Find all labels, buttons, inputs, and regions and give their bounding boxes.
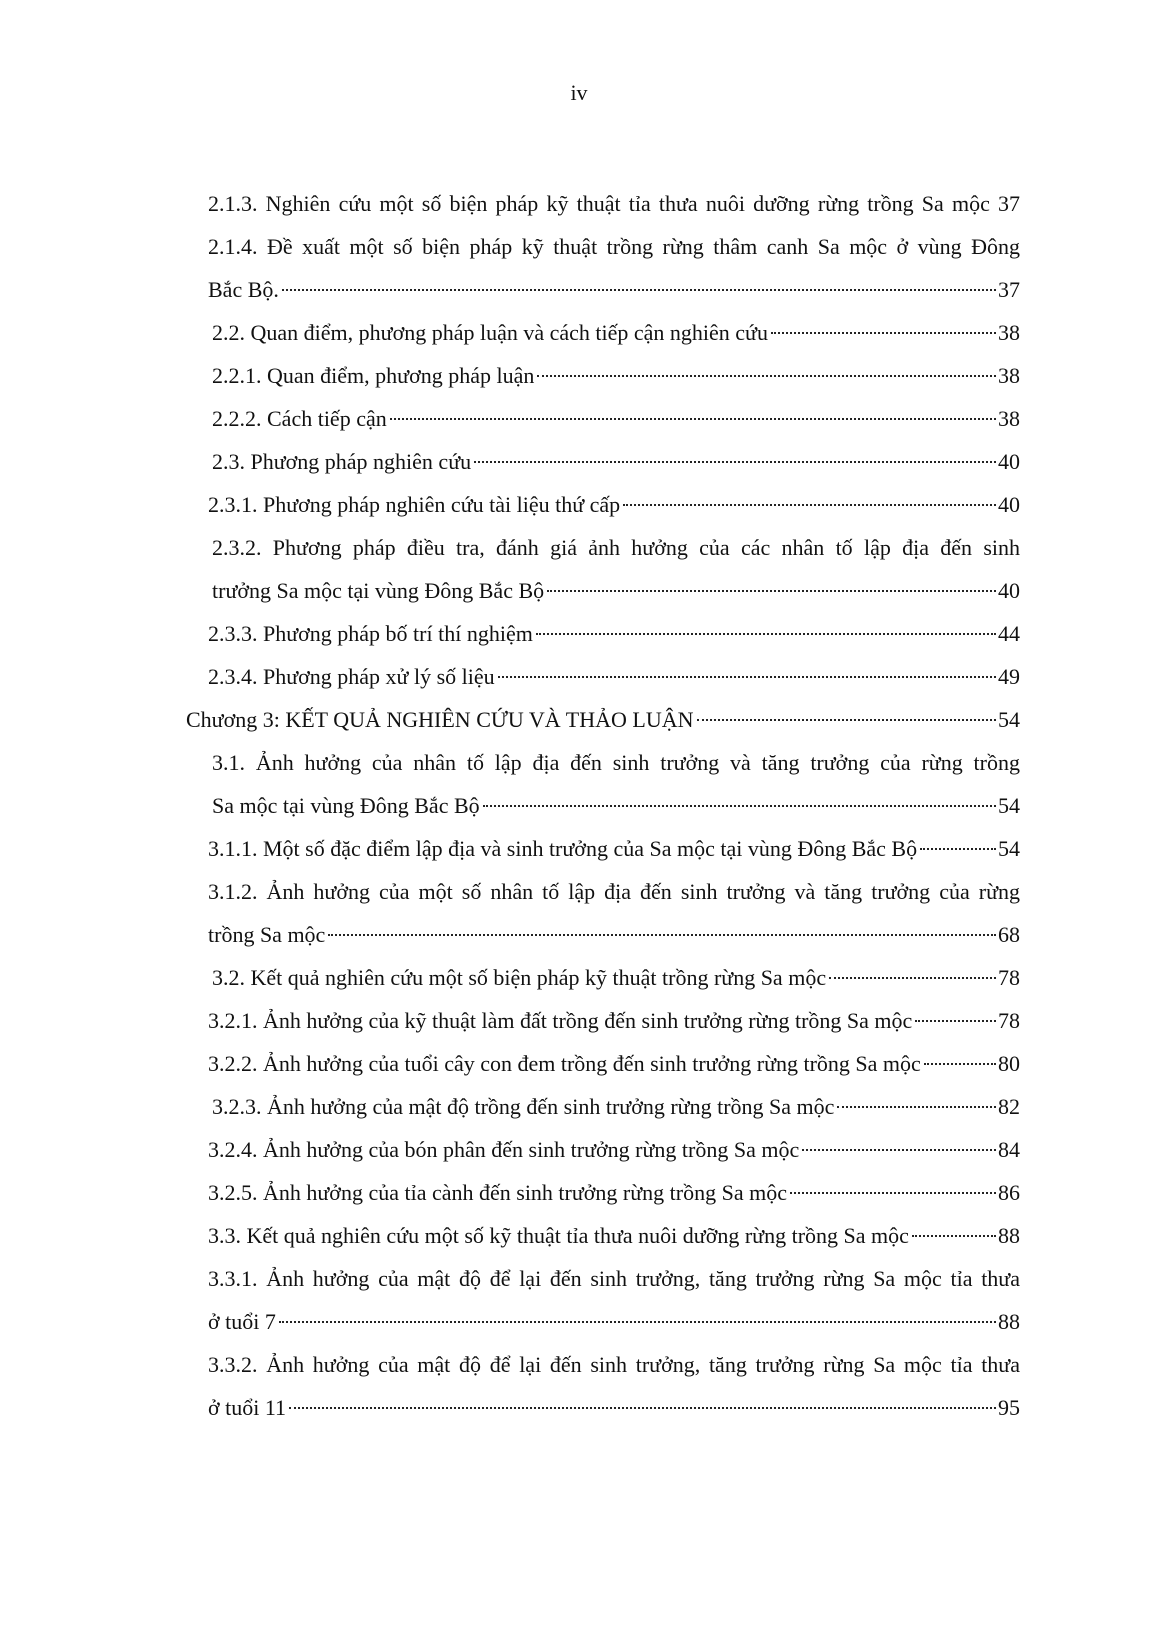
toc-entry[interactable] [208,870,1020,913]
dot-leader [547,590,996,592]
dot-leader [289,1407,996,1409]
toc-entry[interactable] [208,1128,1020,1171]
toc-page-number: 37 [998,277,1020,302]
dot-leader [771,332,996,334]
toc-entry-text: 2.3.2. Phương pháp điều tra, đánh giá ảnh hưởng của các nhân tố lập địa đến sinh [212,535,1020,560]
toc-entry[interactable] [208,1171,1020,1214]
dot-leader [328,934,996,936]
toc-page-number: 78 [998,1008,1020,1033]
toc-entry-text: 3.2.5. Ảnh hưởng của tỉa cành đến sinh trưởng rừng trồng Sa mộc [208,1180,787,1205]
toc-page-number: 54 [998,836,1020,861]
toc-entry-text: Chương 3: KẾT QUẢ NGHIÊN CỨU VÀ THẢO LUẬN [186,707,694,732]
toc-entry[interactable] [208,1343,1020,1386]
toc-entry[interactable] [212,526,1020,569]
toc-entry-text: 2.2. Quan điểm, phương pháp luận và cách tiếp cận nghiên cứu [212,320,768,345]
toc-entry[interactable] [212,569,1020,612]
toc-entry-text: 3.1.1. Một số đặc điểm lập địa và sinh trưởng của Sa mộc tại vùng Đông Bắc Bộ [208,836,918,861]
toc-entry-text: Sa mộc tại vùng Đông Bắc Bộ [212,793,480,818]
toc-entry-text: trồng Sa mộc [208,922,326,947]
toc-entry[interactable] [212,741,1020,784]
toc-page-number: 38 [998,363,1020,388]
toc-entry-text: 3.2.3. Ảnh hưởng của mật độ trồng đến sinh trưởng rừng trồng Sa mộc [212,1094,835,1119]
toc-entry-text: 3.2.2. Ảnh hưởng của tuổi cây con đem trồng đến sinh trưởng rừng trồng Sa mộc [208,1051,921,1076]
dot-leader [912,1235,996,1237]
dot-leader [915,1020,996,1022]
toc-entry[interactable] [208,999,1020,1042]
toc-entry[interactable] [208,1386,1020,1429]
toc-entry-text: 3.3. Kết quả nghiên cứu một số kỹ thuật tỉa thưa nuôi dưỡng rừng trồng Sa mộc [208,1223,909,1248]
toc-entry[interactable] [208,1214,1020,1257]
toc-entry[interactable] [208,1300,1020,1343]
dot-leader [837,1106,996,1108]
toc-entry-text: ở tuổi 7 [208,1309,276,1334]
toc-entry-text: 2.3.3. Phương pháp bố trí thí nghiệm [208,621,533,646]
toc-page-number: 40 [998,578,1020,603]
toc-entry-text: 3.1.2. Ảnh hưởng của một số nhân tố lập địa đến sinh trưởng và tăng trưởng của rừng [208,879,1020,904]
dot-leader [790,1192,996,1194]
dot-leader [536,633,996,635]
toc-entry[interactable] [208,182,1020,225]
toc-entry-text: 3.3.2. Ảnh hưởng của mật độ để lại đến sinh trưởng, tăng trưởng rừng Sa mộc tỉa thưa [208,1352,1020,1377]
toc-page-number: 38 [998,320,1020,345]
toc-entry[interactable] [208,1042,1020,1085]
toc-page-number: 40 [998,492,1020,517]
toc-page-number: 54 [998,707,1020,732]
toc-entry[interactable] [212,397,1020,440]
toc-entry-text: 2.2.2. Cách tiếp cận [212,406,387,431]
toc-entry[interactable] [208,913,1020,956]
dot-leader [829,977,996,979]
toc-page-number: 44 [998,621,1020,646]
dot-leader [802,1149,996,1151]
toc-page-number: 40 [998,449,1020,474]
dot-leader [498,676,996,678]
dot-leader [483,805,996,807]
toc-entry-text: 2.3.4. Phương pháp xử lý số liệu [208,664,495,689]
toc-chapter-entry[interactable] [186,698,1020,741]
toc-entry-text: trưởng Sa mộc tại vùng Đông Bắc Bộ [212,578,545,603]
toc-page-number: 82 [998,1094,1020,1119]
dot-leader [279,1321,996,1323]
dot-leader [282,289,996,291]
toc-entry[interactable] [208,827,1020,870]
toc-entry-text: 3.2.1. Ảnh hưởng của kỹ thuật làm đất trồng đến sinh trưởng rừng trồng Sa mộc [208,1008,913,1033]
toc-page-number: 88 [998,1309,1020,1334]
toc-entry[interactable] [212,784,1020,827]
dot-leader [697,719,996,721]
toc-entry[interactable] [208,268,1020,311]
toc-page-number: 80 [998,1051,1020,1076]
dot-leader [474,461,996,463]
toc-entry-text: 3.3.1. Ảnh hưởng của mật độ để lại đến sinh trưởng, tăng trưởng rừng Sa mộc tỉa thưa [208,1266,1020,1291]
toc-entry-text: 2.3. Phương pháp nghiên cứu [212,449,472,474]
toc-entry-text: 2.3.1. Phương pháp nghiên cứu tài liệu thứ cấp [208,492,621,517]
toc-entry[interactable] [212,1085,1020,1128]
toc-entry-text: Bắc Bộ. [208,277,279,302]
toc-page-number: 88 [998,1223,1020,1248]
toc-entry[interactable] [208,225,1020,268]
toc-page-number: 95 [998,1395,1020,1420]
toc-entry[interactable] [212,440,1020,483]
toc-entry[interactable] [212,354,1020,397]
toc-entry-text: 3.1. Ảnh hưởng của nhân tố lập địa đến sinh trưởng và tăng trưởng của rừng trồng [212,750,1020,775]
toc-page-number: 86 [998,1180,1020,1205]
toc-entry-text: ở tuổi 11 [208,1395,287,1420]
toc-page-number: 84 [998,1137,1020,1162]
toc-entry-text: 3.2.4. Ảnh hưởng của bón phân đến sinh trưởng rừng trồng Sa mộc [208,1137,800,1162]
dot-leader [390,418,996,420]
toc-page-number: 54 [998,793,1020,818]
toc-entry[interactable] [208,655,1020,698]
toc-entry-text: 2.2.1. Quan điểm, phương pháp luận [212,363,535,388]
dot-leader [537,375,996,377]
toc-entry-text: 2.1.3. Nghiên cứu một số biện pháp kỹ thuật tỉa thưa nuôi dưỡng rừng trồng Sa mộc 37 [208,191,1020,216]
toc-entry[interactable] [208,1257,1020,1300]
toc-entry[interactable] [212,311,1020,354]
toc-entry-text: 2.1.4. Đề xuất một số biện pháp kỹ thuật trồng rừng thâm canh Sa mộc ở vùng Đông [208,234,1020,259]
table-of-contents [0,182,1158,1429]
toc-entry-text: 3.2. Kết quả nghiên cứu một số biện pháp kỹ thuật trồng rừng Sa mộc [212,965,827,990]
toc-entry[interactable] [208,483,1020,526]
toc-entry[interactable] [212,956,1020,999]
dot-leader [924,1063,996,1065]
dot-leader [623,504,996,506]
toc-entry[interactable] [208,612,1020,655]
toc-page-number: 38 [998,406,1020,431]
toc-page-number: 49 [998,664,1020,689]
toc-page-number: 78 [998,965,1020,990]
dot-leader [920,848,996,850]
toc-page-number: 68 [998,922,1020,947]
page-number: iv [570,80,588,105]
